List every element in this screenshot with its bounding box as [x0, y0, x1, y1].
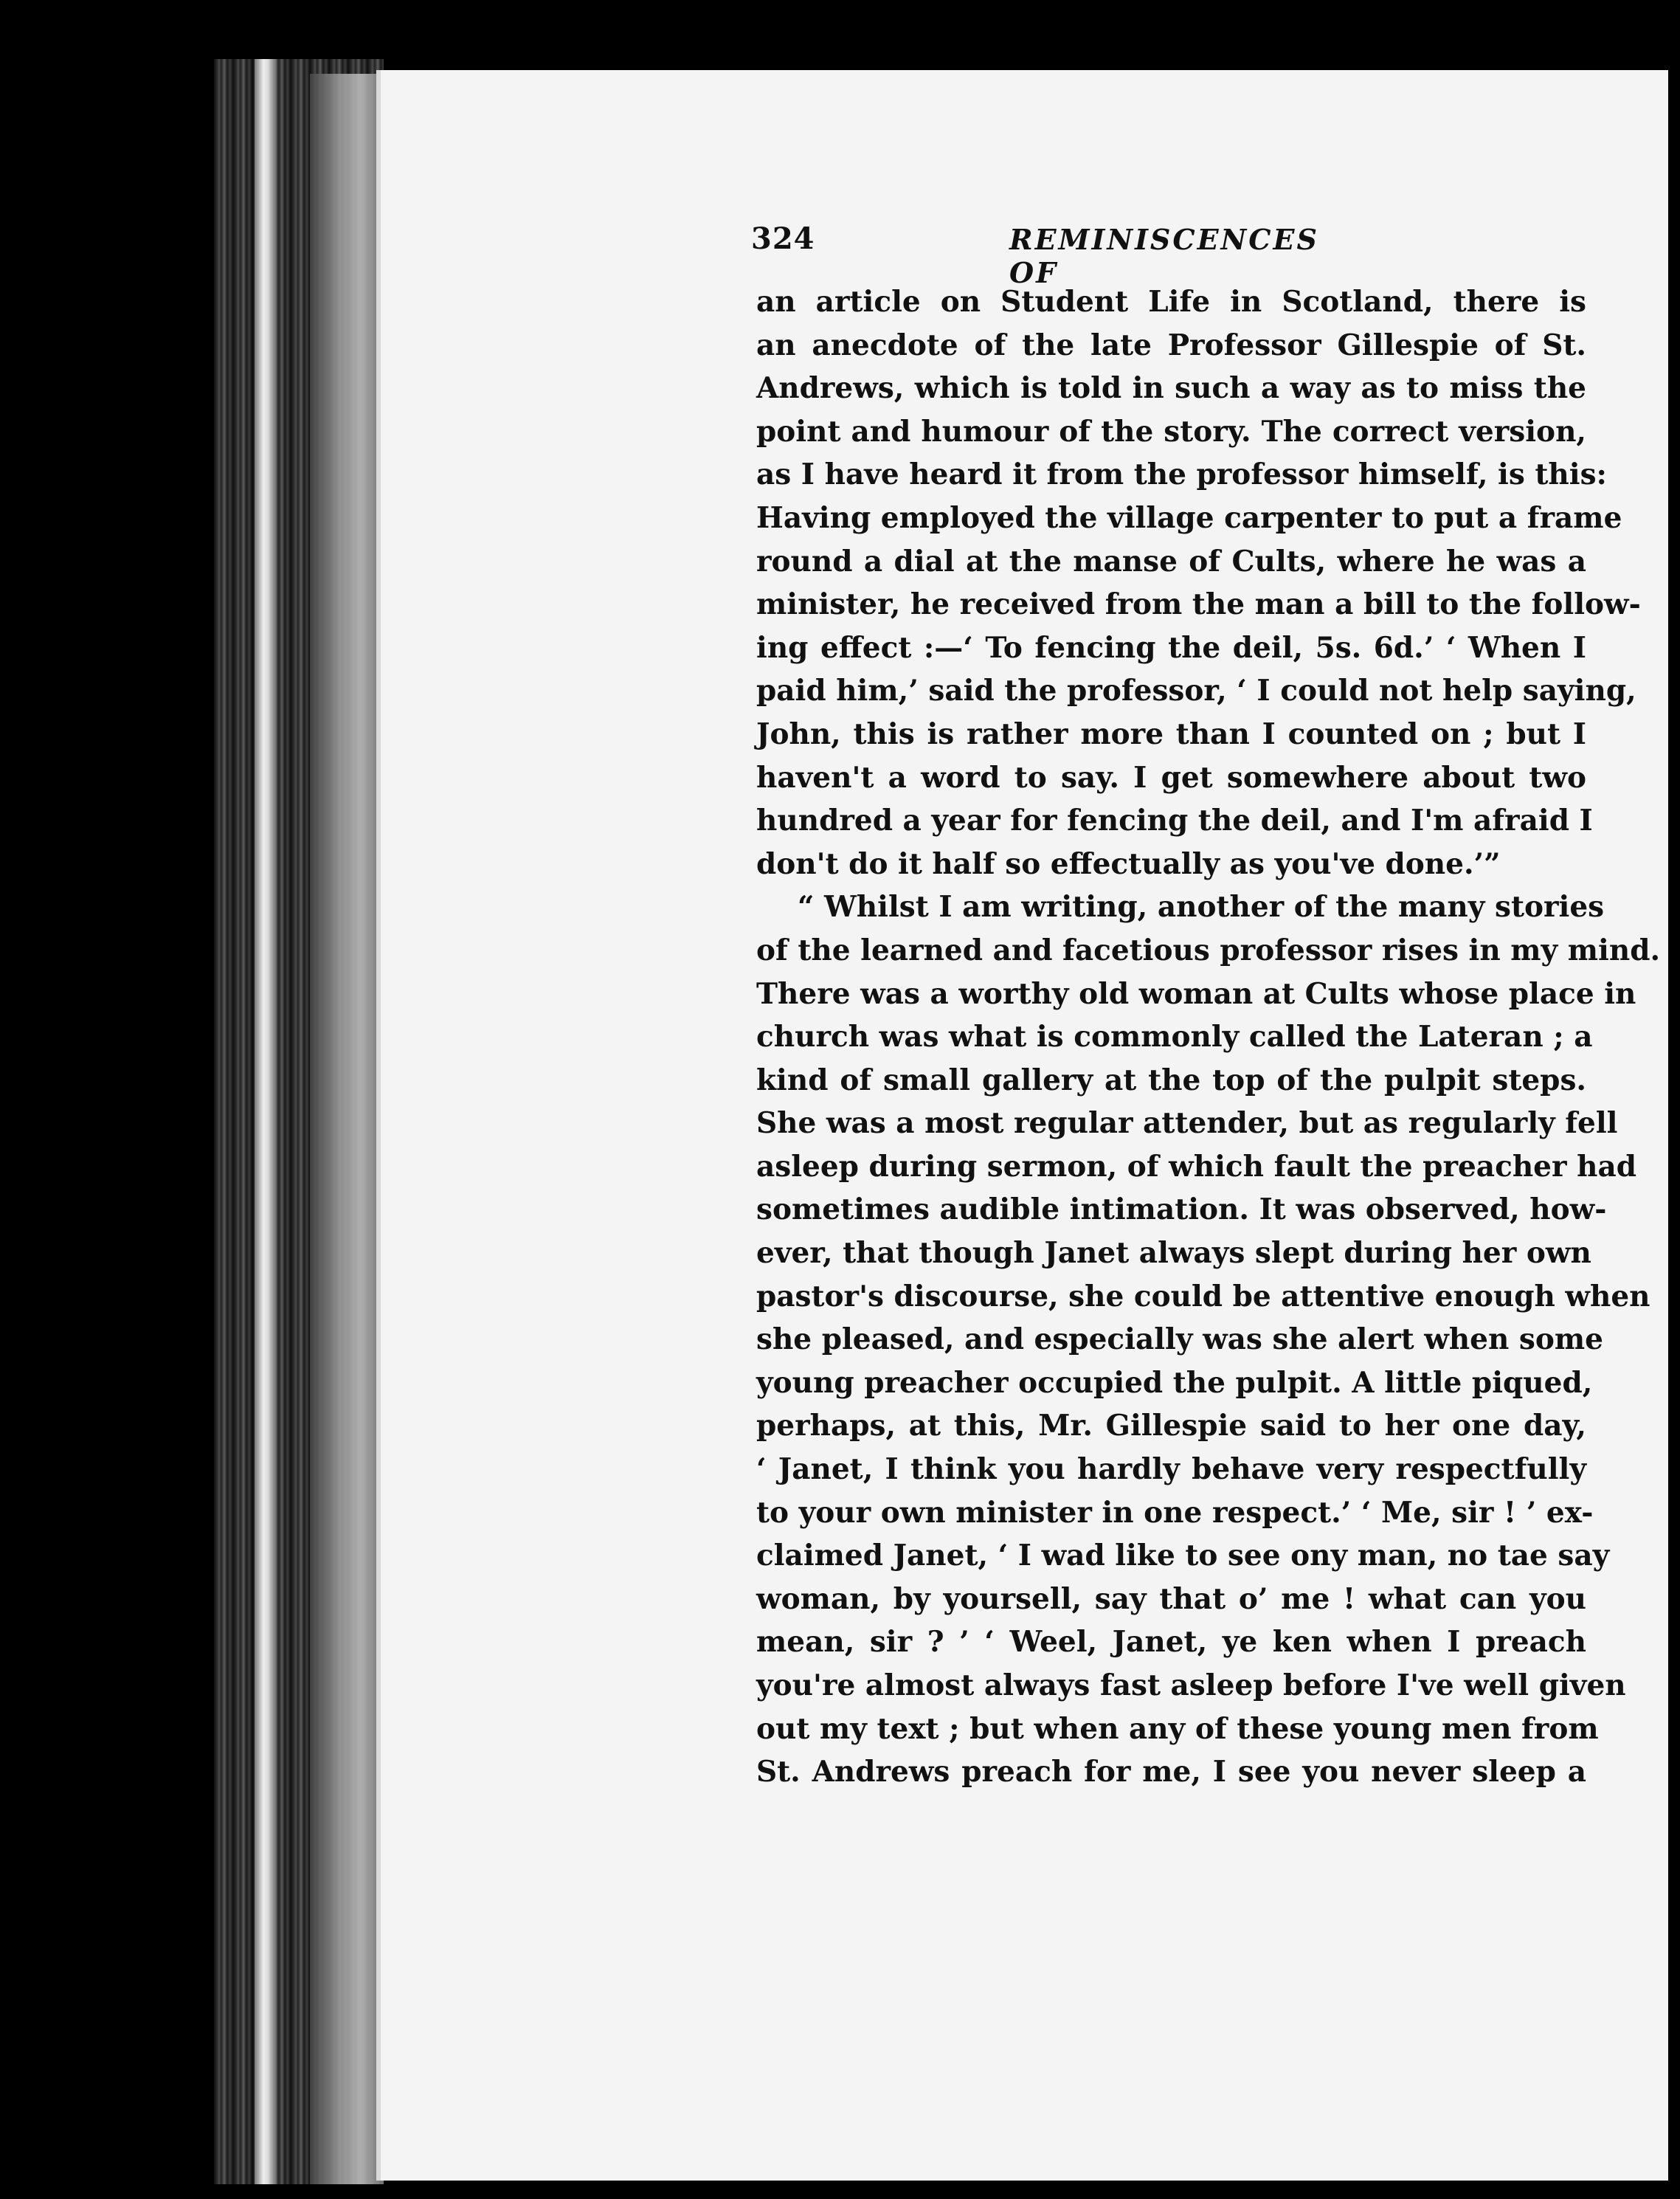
text-line: Having employed the village carpenter to put a frame	[756, 500, 1622, 535]
text-line: hundred a year for fencing the deil, and I'm afraid I	[756, 804, 1593, 838]
text-line: church was what is commonly called the Lateran ; a	[756, 1020, 1593, 1054]
text-line: mean, sir ? ’ ‘ Weel, Janet, ye ken when I preach	[756, 1625, 1586, 1660]
text-line: sometimes audible intimation. It was observed, how-	[756, 1192, 1607, 1227]
text-line: she pleased, and especially was she alert when some	[756, 1322, 1603, 1357]
text-line: an anecdote of the late Professor Gillespie of St.	[756, 328, 1586, 362]
text-line: ‘ Janet, I think you hardly behave very respectfully	[756, 1452, 1586, 1487]
running-head	[751, 221, 1341, 289]
text-line: of the learned and facetious professor rises in my mind.	[756, 933, 1661, 967]
text-line: paid him,’ said the professor, ‘ I could not help saying,	[756, 674, 1636, 708]
text-line: round a dial at the manse of Cults, where he was a	[756, 544, 1586, 579]
text-line: you're almost always fast asleep before I've well given	[756, 1668, 1626, 1702]
text-line: She was a most regular attender, but as regularly fell	[756, 1106, 1618, 1141]
text-line: haven't a word to say. I get somewhere about two	[756, 760, 1586, 795]
text-line: woman, by yoursell, say that o’ me ! what can you	[756, 1581, 1586, 1616]
text-line: John, this is rather more than I counted on ; but I	[756, 717, 1586, 751]
text-line: kind of small gallery at the top of the pulpit steps.	[756, 1063, 1586, 1097]
text-line: point and humour of the story. The correct version,	[756, 414, 1586, 449]
text-line: out my text ; but when any of these young men from	[756, 1711, 1599, 1746]
text-line: Andrews, which is told in such a way as to miss the	[756, 371, 1586, 406]
text-line: as I have heard it from the professor himself, is this:	[756, 458, 1607, 492]
body-text	[756, 280, 1661, 1794]
text-line: an article on Student Life in Scotland, there is	[756, 285, 1586, 319]
running-head-title: REMINISCENCES OF	[1009, 223, 1319, 289]
text-line: young preacher occupied the pulpit. A little piqued,	[756, 1365, 1593, 1400]
text-line: minister, he received from the man a bill to the follow-	[756, 587, 1641, 622]
text-line: don't do it half so effectually as you've done.’”	[756, 846, 1501, 881]
page-edge-shadow	[310, 74, 384, 2184]
text-line: St. Andrews preach for me, I see you never sleep a	[756, 1755, 1586, 1789]
text-line: “ Whilst I am writing, another of the many stories	[798, 890, 1605, 925]
text-line: There was a worthy old woman at Cults whose place in	[756, 976, 1636, 1011]
text-line: claimed Janet, ‘ I wad like to see ony man, no tae say	[756, 1539, 1610, 1573]
text-line: ever, that though Janet always slept during her own	[756, 1236, 1591, 1271]
text-line: ing effect :—‘ To fencing the deil, 5s. 6d.’ ‘ When I	[756, 630, 1586, 665]
text-line: perhaps, at this, Mr. Gillespie said to her one day,	[756, 1409, 1586, 1443]
text-line: asleep during sermon, of which fault the preacher had	[756, 1149, 1637, 1184]
text-line: pastor's discourse, she could be attentive enough when	[756, 1279, 1650, 1313]
page-number: 324	[751, 221, 815, 256]
page-edge-highlight	[255, 59, 277, 2184]
text-line: to your own minister in one respect.’ ‘ Me, sir ! ’ ex-	[756, 1495, 1594, 1530]
